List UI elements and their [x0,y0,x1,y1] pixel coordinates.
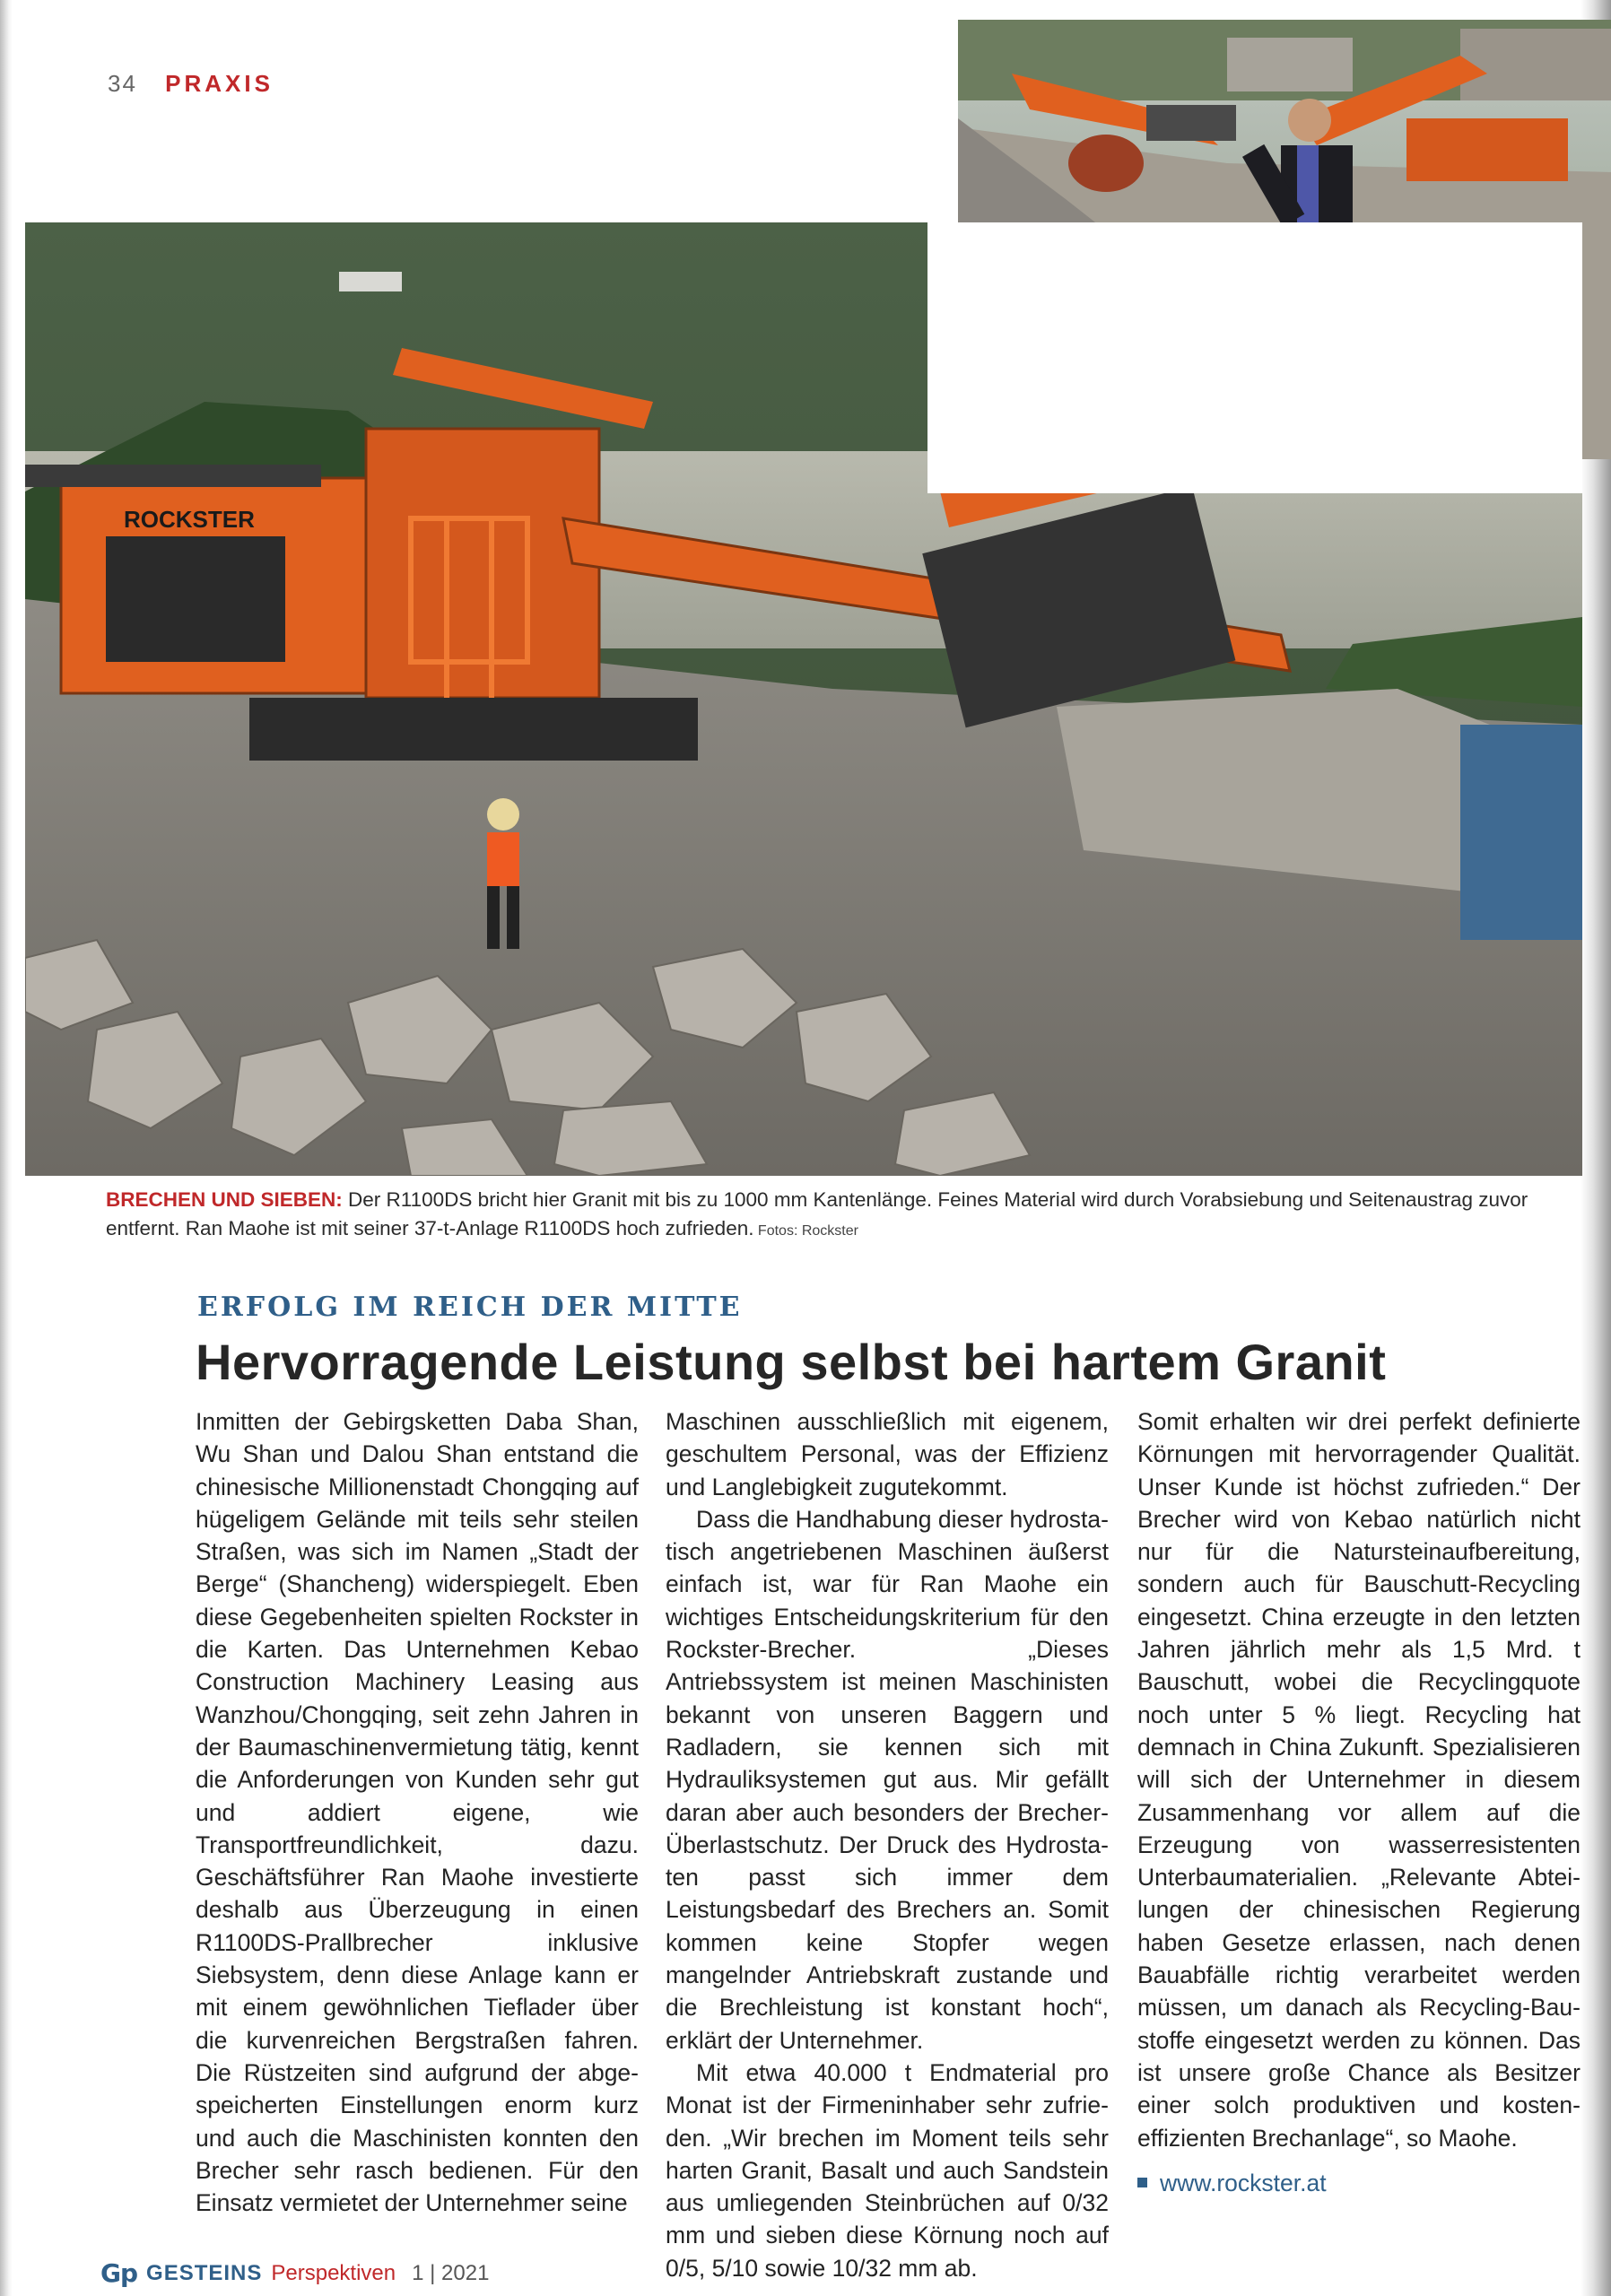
article-kicker: ERFOLG IM REICH DER MITTE [197,1292,743,1323]
paragraph: Somit erhalten wir drei perfekt definierte Körnungen mit hervorragender Qualität. Unser Kunde ist höchst zufrieden.“ Der Brecher wird von Kebao natürlich nicht nur für die Natursteinaufbereitung, sondern auch für Bauschutt-Recycling eingesetzt. China erzeugte in den letzten Jahren jährlich mehr als 1,5 Mrd. t Bauschutt, wobei die Recyclingquote noch unter 5 % liegt. Recycling hat demnach in China Zukunft. Spezialisieren will sich der Unternehmer in diesem Zusammenhang vor allem auf die Erzeugung von wasserresistenten Unterbaumaterialien. „Relevante Abteilungen der chinesischen Regierung haben Gesetze erlassen, nach denen Bauabfälle richtig verarbeitet werden müssen, um danach als Recycling-Baustoffe eingesetzt werden zu können. Das ist unsere große Chance als Besitzer einer solch produktiven und kosteneffizienten Brechanlage“, so Maohe. [1137,1408,1581,2152]
paragraph: Mit etwa 40.000 t Endmaterial pro Monat ist der Firmeninhaber sehr zufrieden. „Wir brechen im Moment teils sehr harten Granit, Basalt und auch Sandstein aus umliegenden Steinbrüchen auf 0/32 mm und sieben diese Körnung noch auf 0/5, 5/10 sowie 10/32 mm ab. [666,2058,1109,2282]
page-header [108,70,274,98]
page-spine-shadow [0,0,13,2296]
caption-text: Der R1100DS bricht hier Granit mit bis zu 1000 mm Kantenlänge. Feines Material wird durch Vorabsiebung und Seitenaustrag zuvor entfernt. Ran Maohe ist mit seiner 37-t-Anlage R1100DS hoch zufrieden. [106,1188,1528,1239]
magazine-logo-icon: Gp [100,2258,138,2288]
website-link-row [1137,2167,1581,2199]
magazine-name: GESTEINS [146,2260,263,2285]
photo-crusher-machine [25,222,1582,1176]
page-number: 34 [108,70,137,97]
page-footer [100,2258,489,2288]
paragraph: Dass die Handhabung dieser hydrostatisch angetriebenen Maschinen äußerst einfach ist, war für Ran Maohe ein wichtiges Entscheidungskriterium für den Rockster-Brecher. „Dieses Antriebssystem ist meinen Maschinisten bekannt von unseren Baggern und Radladern, sie kennen sich mit Hydrauliksystemen gut aus. Mir gefällt daran aber auch besonders der Brecher-Überlastschutz. Der Druck des Hydrostaten passt sich immer dem Leistungsbedarf des Brechers an. Somit kommen keine Stopfer wegen mangelnder Antriebskraft zustande und die Brechleistung ist konstant hoch“, erklärt der Unternehmer. [666,1505,1109,2054]
issue-number: 1 | 2021 [412,2260,490,2285]
article-headline: Hervorragende Leistung selbst bei hartem Granit [196,1334,1387,1390]
photo-caption [106,1186,1577,1246]
magazine-subtitle: Perspektiven [271,2260,396,2285]
machine-brand-text: ROCKSTER [124,506,255,533]
caption-lead: BRECHEN UND SIEBEN: [106,1188,343,1211]
article-column-1 [196,1405,639,2219]
paragraph: Maschinen ausschließlich mit eigenem, geschultem Personal, was der Effizienz und Langlebigkeit zugutekommt. [666,1408,1109,1500]
caption-photo-credit: Fotos: Rockster [753,1223,858,1239]
photo-crusher-image [25,222,1582,1176]
section-label: PRAXIS [165,70,274,97]
paragraph: Inmitten der Gebirgsketten Daba Shan, Wu Shan und Dalou Shan entstand die chinesische Millionenstadt Chongqing auf hügeligem Gelände mit teils sehr steilen Straßen, was sich im Namen „Stadt der Berge“ (Shancheng) widerspiegelt. Eben diese Gegebenheiten spielten Rockster in die Karten. Das Unternehmen Kebao Construction Machinery Leasing aus Wanzhou/Chongqing, seit zehn Jahren in der Baumaschinenvermietung tätig, kennt die Anforderungen von Kunden sehr gut und addiert eigene, wie Transportfreundlichkeit, dazu. Geschäftsführer Ran Maohe investierte deshalb aus Überzeugung in einen R1100DS-Prallbrecher inklusive Siebsystem, denn diese Anlage kann er mit einem gewöhnlichen Tieflader über die kurvenreichen Bergstraßen fahren. Die Rüstzeiten sind aufgrund der abgespeicherten Einstellungen enorm kurz und auch die Maschinisten konnten den Brecher sehr rasch bedienen. Für den Einsatz vermietet der Unternehmer seine [196,1408,639,2217]
article-column-3 [1137,1405,1581,2199]
article-column-2 [666,1405,1109,2284]
bullet-square-icon [1137,2178,1147,2187]
website-link[interactable]: www.rockster.at [1160,2169,1327,2196]
